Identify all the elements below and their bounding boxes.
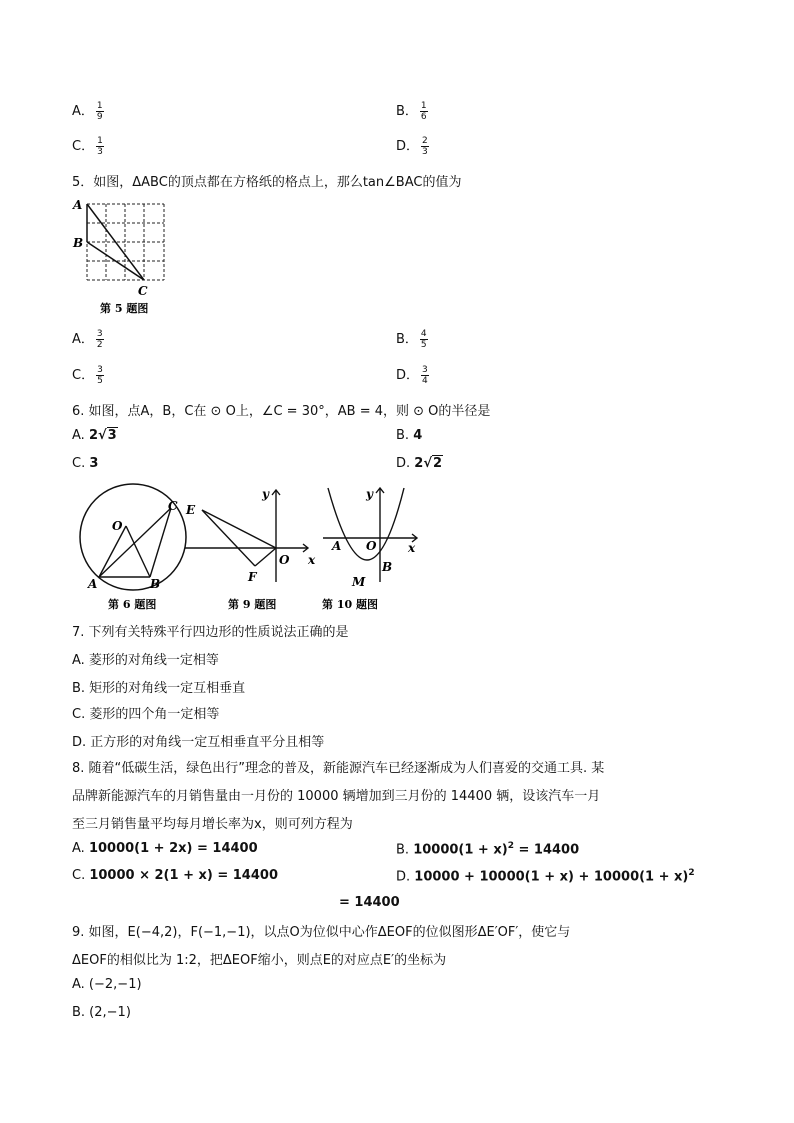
denominator: 6 [420, 112, 427, 122]
point-label-e: E [186, 503, 196, 517]
q8-option-d [396, 868, 695, 884]
vertex-label-m: M [352, 575, 366, 589]
q8-stem-line1: 8. 随着“低碳生活，绿色出行”理念的普及，新能源汽车已经逐渐成为人们喜爱的交通工具. 某 [72, 761, 605, 776]
q8-option-b [396, 841, 579, 857]
option-label: A. [72, 428, 89, 443]
denominator: 4 [422, 376, 428, 386]
numerator: 2 [422, 136, 428, 146]
q6-option-d [396, 456, 443, 471]
q9-option-b: B. (2,−1) [72, 1005, 131, 1020]
point-label-a: A [332, 539, 342, 553]
exponent: 2 [688, 868, 695, 878]
q8-stem-line2: 品牌新能源汽车的月销售量由一月份的 10000 辆增加到三月份的 14400 辆，设该汽车一月 [72, 789, 601, 804]
denominator: 5 [420, 340, 427, 350]
option-label: C. [72, 456, 90, 471]
point-label-c: C [138, 284, 148, 298]
y-axis-label: y [366, 487, 373, 501]
q7-option-d: D. 正方形的对角线一定互相垂直平分且相等 [72, 735, 325, 750]
denominator: 9 [96, 112, 103, 122]
equation: 10000(1 + 2x) = 14400 [88, 841, 258, 856]
origin-label: O [366, 539, 377, 553]
fraction [421, 365, 429, 386]
q8-option-a [72, 841, 258, 856]
option-label: B． [396, 332, 418, 347]
option-value: 4 [413, 428, 423, 443]
numerator: 3 [97, 365, 103, 375]
q5-option-b [396, 328, 428, 350]
q9-stem-line2: ΔEOF的相似比为 1:2，把ΔEOF缩小，则点E的对应点E′的坐标为 [72, 953, 447, 968]
q5-stem: 5．如图，ΔABC的顶点都在方格纸的格点上，那么tan∠BAC的值为 [72, 175, 462, 190]
numerator: 4 [420, 329, 427, 339]
option-label: C． [72, 139, 95, 154]
q4-option-c [72, 135, 104, 157]
point-label-f: F [248, 570, 257, 584]
fraction [420, 101, 428, 122]
y-axis-label: y [262, 487, 269, 501]
equation: 10000 + 10000(1 + x) + 10000(1 + x) [414, 869, 689, 885]
q6-option-c [72, 456, 98, 471]
option-value: 3 [89, 456, 99, 471]
q6-option-a [72, 428, 118, 443]
fraction [96, 365, 104, 386]
option-label: B. [396, 428, 414, 443]
x-axis-label: x [408, 541, 416, 555]
fraction [96, 136, 104, 157]
option-label: D． [396, 368, 420, 383]
numerator: 1 [420, 101, 427, 111]
denominator: 5 [97, 376, 103, 386]
figure-caption: 第 9 题图 [228, 598, 277, 611]
exponent: 2 [507, 841, 514, 851]
q7-option-a: A. 菱形的对角线一定相等 [72, 653, 219, 668]
q4-option-b [396, 100, 428, 122]
figure-6 [80, 484, 186, 611]
q6-option-b [396, 428, 422, 443]
radicand: 2 [433, 456, 443, 471]
option-label: A． [72, 104, 94, 119]
fraction [96, 101, 104, 122]
equation: 10000 × 2(1 + x) = 14400 [89, 868, 278, 883]
figure-9 [185, 487, 316, 611]
option-label: C． [72, 368, 95, 383]
q5-option-a [72, 328, 104, 350]
q8-option-d-continuation: = 14400 [339, 895, 400, 910]
fraction [420, 329, 428, 350]
q5-grid-figure [70, 196, 170, 316]
option-label: A． [72, 332, 94, 347]
equation-rest: = 14400 [513, 842, 580, 858]
option-label: B. [396, 842, 414, 858]
denominator: 3 [422, 147, 428, 157]
figures-row [70, 482, 420, 614]
q8-stem-line3: 至三月销售量平均每月增长率为x，则可列方程为 [72, 817, 353, 832]
fraction [421, 136, 429, 157]
q9-stem-line1: 9. 如图，E(−4,2)，F(−1,−1)，以点O为位似中心作ΔEOF的位似图形ΔE′OF′，使它与 [72, 925, 571, 940]
q5-option-d [396, 364, 429, 386]
q6-stem: 6. 如图，点A，B，C在 ⊙ O上，∠C = 30°，AB = 4，则 ⊙ O的半径是 [72, 404, 491, 419]
point-label-o: O [112, 519, 123, 533]
option-label: B． [396, 104, 418, 119]
coefficient: 2 [88, 428, 98, 443]
q7-option-b: B. 矩形的对角线一定互相垂直 [72, 681, 246, 696]
numerator: 1 [97, 136, 103, 146]
numerator: 3 [96, 329, 103, 339]
option-label: C. [72, 868, 90, 883]
coefficient: 2 [414, 456, 424, 471]
q4-option-a [72, 100, 104, 122]
q4-option-d [396, 135, 429, 157]
option-label: D. [396, 869, 415, 885]
q5-option-c [72, 364, 104, 386]
sqrt: √2 [423, 456, 443, 471]
point-label-b: B [73, 236, 84, 250]
point-label-a: A [73, 198, 83, 212]
q9-option-a: A. (−2,−1) [72, 977, 142, 992]
q8-option-c [72, 868, 278, 883]
x-axis-label: x [308, 553, 316, 567]
origin-label: O [279, 553, 290, 567]
point-label-a: A [88, 577, 98, 591]
q7-option-c: C. 菱形的四个角一定相等 [72, 707, 220, 722]
equation: 10000(1 + x) [413, 842, 508, 858]
figure-caption: 第 10 题图 [322, 598, 378, 611]
sqrt: √3 [97, 428, 117, 443]
numerator: 1 [96, 101, 103, 111]
option-label: D. [396, 456, 415, 471]
figure-caption: 第 5 题图 [100, 302, 149, 315]
point-label-b: B [150, 577, 161, 591]
denominator: 2 [96, 340, 103, 350]
option-label: A. [72, 841, 89, 856]
q7-stem: 7. 下列有关特殊平行四边形的性质说法正确的是 [72, 625, 349, 640]
fraction [96, 329, 104, 350]
numerator: 3 [422, 365, 428, 375]
figure-caption: 第 6 题图 [108, 598, 157, 611]
figure-10 [322, 487, 417, 611]
radicand: 3 [107, 428, 117, 443]
option-label: D． [396, 139, 420, 154]
point-label-c: C [168, 499, 178, 513]
point-label-b: B [382, 560, 393, 574]
denominator: 3 [97, 147, 103, 157]
